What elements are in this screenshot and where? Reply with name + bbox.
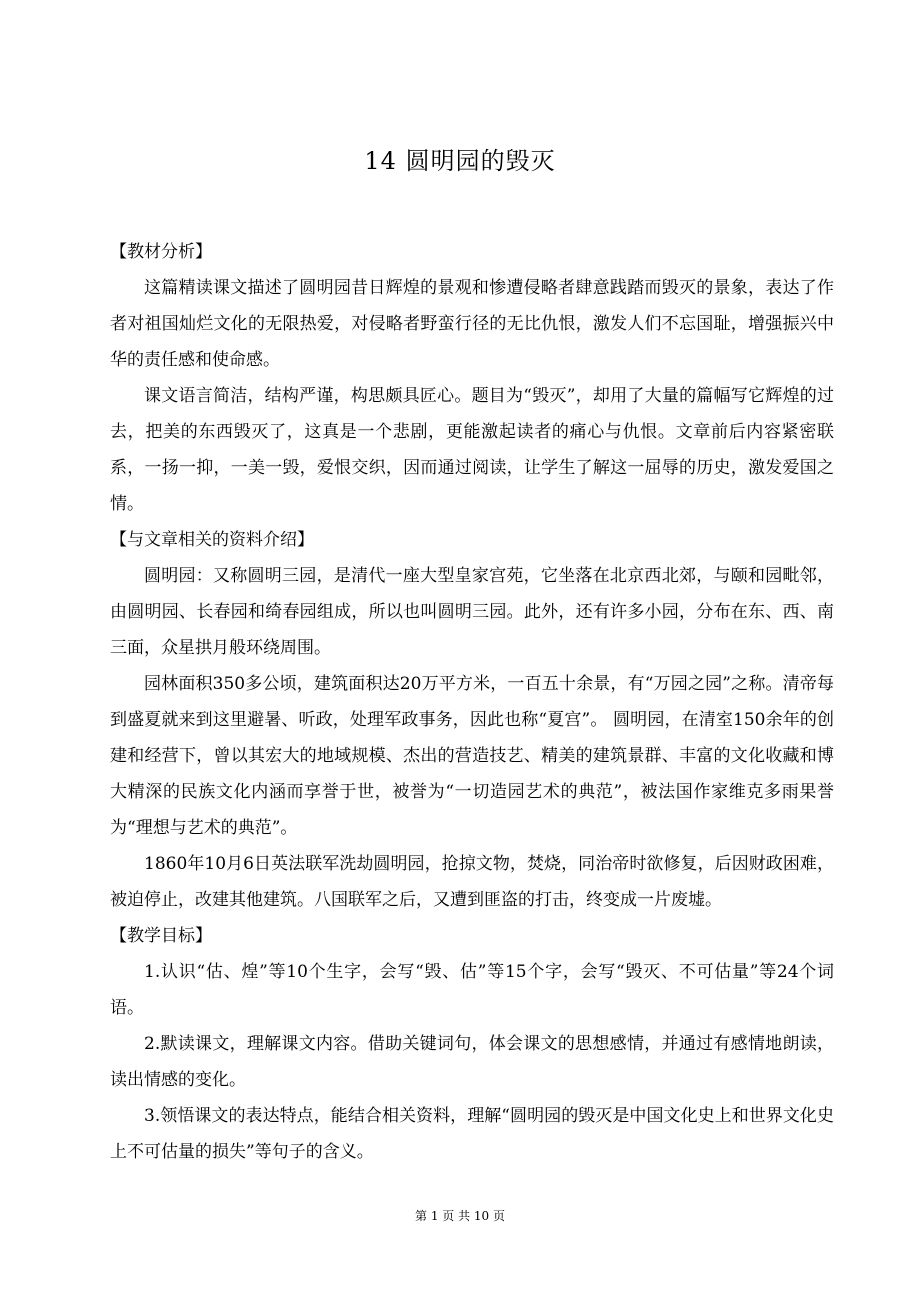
paragraph: 1860年10月6日英法联军洗劫圆明园，抢掠文物，焚烧，同治帝时欲修复，后因财政困难，被迫停止，改建其他建筑。八国联军之后，又遭到匪盗的打击，终变成一片废墟。 bbox=[110, 854, 834, 910]
goal-item: 3.领悟课文的表达特点，能结合相关资料，理解“圆明园的毁灭是中国文化史上和世界文化史上不可估量的损失”等句子的含义。 bbox=[110, 1106, 834, 1162]
page-title: 14 圆明园的毁灭 bbox=[364, 147, 556, 175]
section-heading-goals: 【教学目标】 bbox=[110, 926, 212, 946]
paragraph: 园林面积350多公顷，建筑面积达20万平方米，一百五十余景，有“万园之园”之称。清帝每到盛夏就来到这里避暑、听政，处理军政事务，因此也称“夏宫”。 圆明园，在清室150余年的创建和经营下，曾以其宏大的地域规模、杰出的营造技艺、精美的建筑景群、丰富的文化收藏和博大精深的民族文化内涵而享誉于世，被誉为“一切造园艺术的典范”，被法国作家维克多雨果誉为“理想与艺术的典范”。 bbox=[110, 674, 834, 838]
paragraph: 这篇精读课文描述了圆明园昔日辉煌的景观和惨遭侵略者肆意践踏而毁灭的景象，表达了作者对祖国灿烂文化的无限热爱，对侵略者野蛮行径的无比仇恨，激发人们不忘国耻，增强振兴中华的责任感和使命感。 bbox=[110, 278, 834, 370]
goal-item: 2.默读课文，理解课文内容。借助关键词句，体会课文的思想感情，并通过有感情地朗读，读出情感的变化。 bbox=[110, 1034, 834, 1090]
page-footer: 第 1 页 共 10 页 bbox=[415, 1209, 505, 1223]
paragraph: 圆明园：又称圆明三园，是清代一座大型皇家宫苑，它坐落在北京西北郊，与颐和园毗邻，由圆明园、长春园和绮春园组成，所以也叫圆明三园。此外，还有许多小园，分布在东、西、南三面，众星拱月般环绕周围。 bbox=[110, 566, 834, 658]
paragraph: 课文语言简洁，结构严谨，构思颇具匠心。题目为“毁灭”，却用了大量的篇幅写它辉煌的过去，把美的东西毁灭了，这真是一个悲剧，更能激起读者的痛心与仇恨。文章前后内容紧密联系，一扬一抑，一美一毁，爱恨交织，因而通过阅读，让学生了解这一屈辱的历史，激发爱国之情。 bbox=[110, 386, 834, 514]
section-heading-analysis: 【教材分析】 bbox=[110, 242, 212, 262]
document-body bbox=[110, 234, 834, 1170]
section-heading-background: 【与文章相关的资料介绍】 bbox=[110, 530, 314, 550]
goal-item: 1.认识“估、煌”等10个生字，会写“毁、估”等15个字，会写“毁灭、不可估量”等24个词语。 bbox=[110, 962, 834, 1018]
